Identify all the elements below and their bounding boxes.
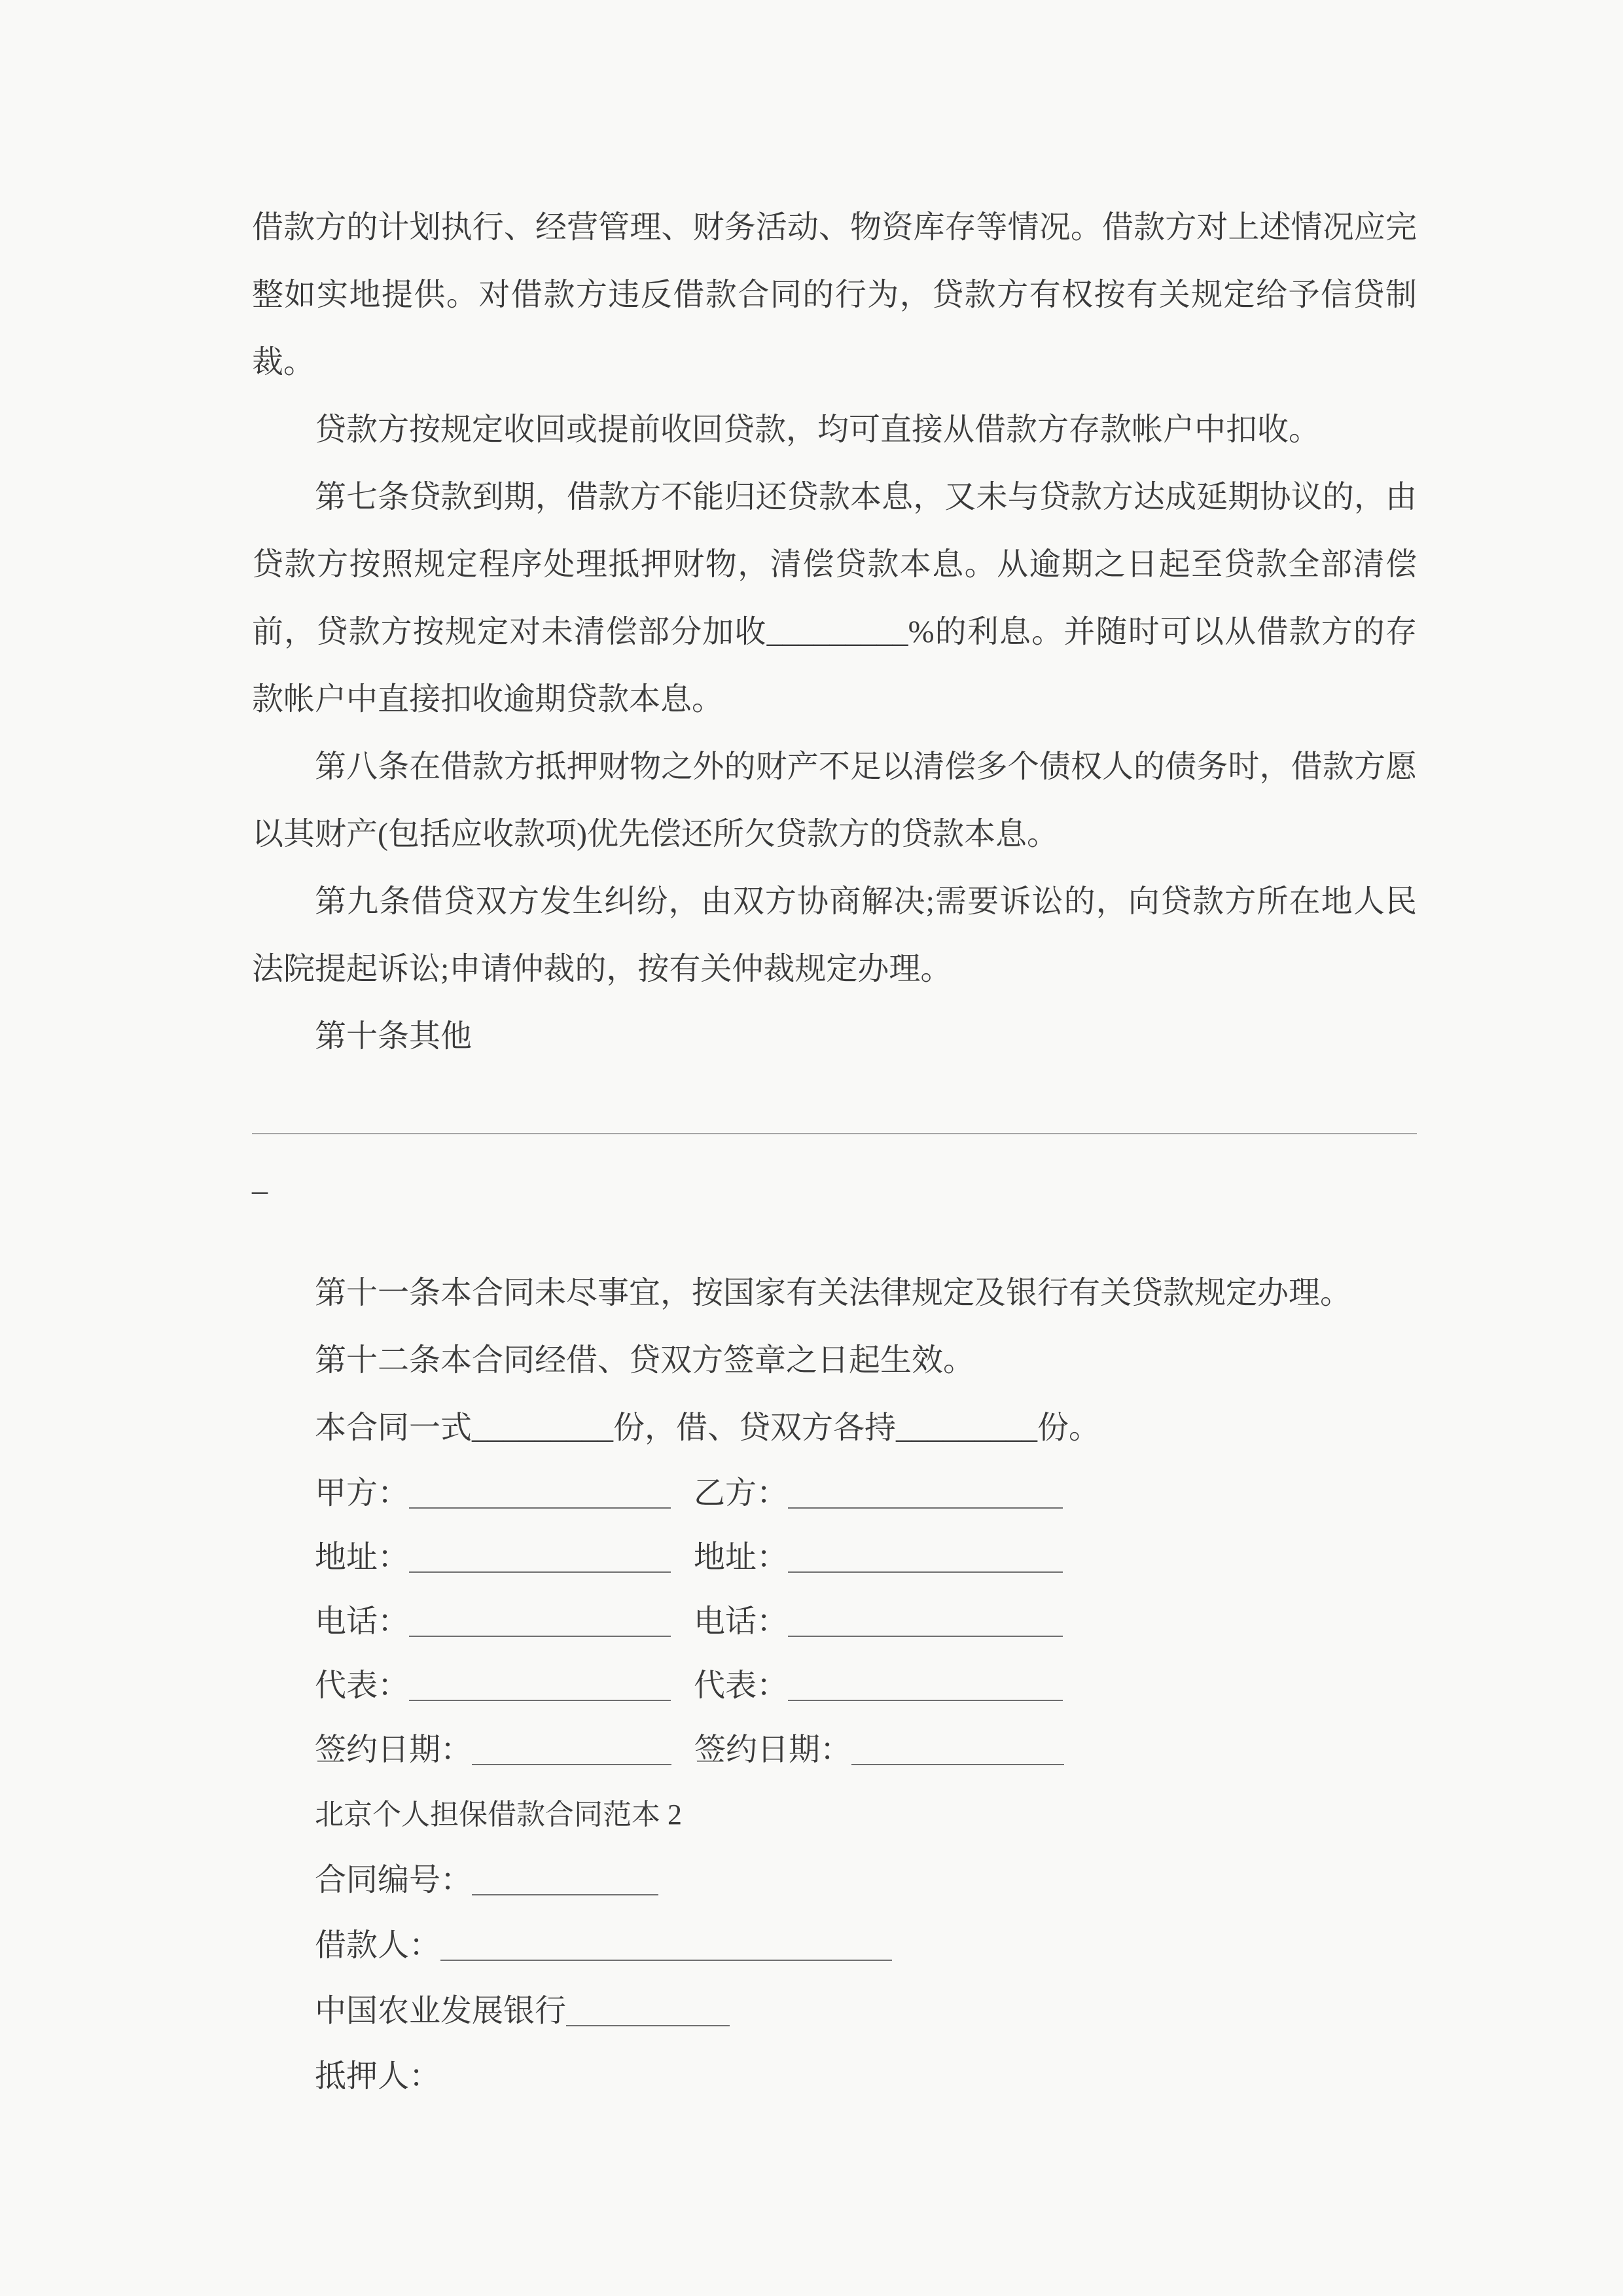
contract-number-label: 合同编号： bbox=[315, 1863, 473, 1897]
sign-date-right-label: 签约日期： bbox=[694, 1732, 852, 1767]
stray-underscore: _ bbox=[252, 1162, 268, 1197]
representative-right-label: 代表： bbox=[694, 1668, 789, 1703]
mortgagor-label: 抵押人： bbox=[315, 2059, 441, 2094]
sign-date-left-label: 签约日期： bbox=[315, 1732, 473, 1767]
address-right-fill-line bbox=[788, 1544, 1063, 1573]
para-article-11: 第十一条本合同未尽事宜，按国家有关法律规定及银行有关贷款规定办理。 bbox=[315, 1276, 1352, 1310]
para-article-8: 第八条在借款方抵押财物之外的财产不足以清偿多个债权人的债务时，借款方愿以其财产(包括应收款项)优先偿还所欠贷款方的贷款本息。 bbox=[252, 749, 1417, 852]
address-left-label: 地址： bbox=[315, 1540, 410, 1575]
borrower-label: 借款人： bbox=[315, 1928, 441, 1963]
para-article-12: 第十二条本合同经借、贷双方签章之日起生效。 bbox=[315, 1343, 975, 1378]
form-row-party bbox=[252, 1462, 1417, 1526]
representative-left-label: 代表： bbox=[315, 1668, 410, 1703]
form-row-representative bbox=[252, 1654, 1417, 1718]
party-a-fill-line bbox=[409, 1480, 671, 1509]
representative-right-fill-line bbox=[788, 1672, 1063, 1701]
phone-right-label: 电话： bbox=[694, 1604, 789, 1639]
para-copies: 本合同一式_________份，借、贷双方各持_________份。 bbox=[315, 1410, 1101, 1445]
contract-number-line bbox=[252, 1848, 1417, 1913]
party-b-label: 乙方： bbox=[694, 1476, 789, 1511]
address-right-label: 地址： bbox=[694, 1540, 789, 1575]
lender-bank-line bbox=[252, 1979, 1417, 2044]
para-loan-supervision: 借款方的计划执行、经营管理、财务活动、物资库存等情况。借款方对上述情况应完整如实地提供。对借款方违反借款合同的行为，贷款方有权按有关规定给予信贷制裁。 bbox=[252, 210, 1417, 380]
para-article-9: 第九条借贷双方发生纠纷，由双方协商解决;需要诉讼的，向贷款方所在地人民法院提起诉讼;申请仲裁的，按有关仲裁规定办理。 bbox=[252, 884, 1417, 986]
phone-left-fill-line bbox=[409, 1608, 671, 1637]
template2-subtitle: 北京个人担保借款合同范本 2 bbox=[315, 1799, 682, 1831]
party-a-label: 甲方： bbox=[315, 1476, 410, 1511]
contract-number-fill-line bbox=[472, 1867, 658, 1895]
phone-right-fill-line bbox=[788, 1608, 1063, 1637]
sign-date-left-fill-line bbox=[472, 1736, 671, 1765]
phone-left-label: 电话： bbox=[315, 1604, 410, 1639]
sign-date-right-fill-line bbox=[851, 1736, 1064, 1765]
address-left-fill-line bbox=[409, 1544, 671, 1573]
representative-left-fill-line bbox=[409, 1672, 671, 1701]
para-article-10: 第十条其他 bbox=[315, 1019, 473, 1054]
party-b-fill-line bbox=[788, 1480, 1063, 1509]
form-row-address bbox=[252, 1526, 1417, 1590]
bank-branch-fill-line bbox=[566, 1998, 730, 2026]
mortgagor-line bbox=[252, 2044, 1417, 2109]
borrower-fill-line bbox=[440, 1932, 892, 1961]
para-repayment-deduction: 贷款方按规定收回或提前收回贷款，均可直接从借款方存款帐户中扣收。 bbox=[315, 412, 1321, 447]
section-divider bbox=[252, 1133, 1417, 1134]
form-row-phone bbox=[252, 1590, 1417, 1654]
signature-form bbox=[252, 1462, 1417, 1782]
bank-name-label: 中国农业发展银行 bbox=[315, 1994, 567, 2028]
para-article-7: 第七条贷款到期，借款方不能归还贷款本息，又未与贷款方达成延期协议的，由贷款方按照规定程序处理抵押财物，清偿贷款本息。从逾期之日起至贷款全部清偿前，贷款方按规定对未清偿部分加收_________%的利息。并随时可以从借款方的存款帐户中直接扣收逾期贷款本息。 bbox=[252, 480, 1417, 717]
form-row-sign-date bbox=[252, 1718, 1417, 1782]
borrower-line bbox=[252, 1913, 1417, 1979]
